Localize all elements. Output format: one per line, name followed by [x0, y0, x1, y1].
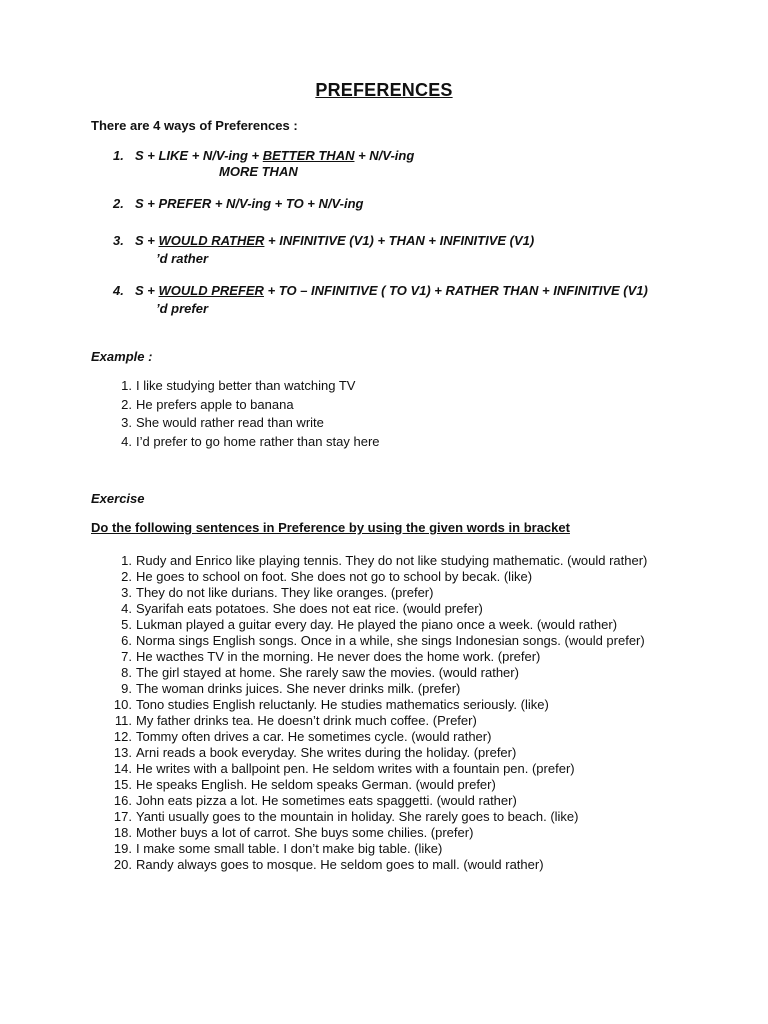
formula-number: 4. — [113, 283, 124, 298]
item-text: They do not like durians. They like oranges. (prefer) — [136, 585, 434, 600]
item-text: Arni reads a book everyday. She writes during the holiday. (prefer) — [136, 745, 517, 760]
item-text: Norma sings English songs. Once in a while, she sings Indonesian songs. (would prefer) — [136, 633, 645, 648]
item-number: 1. — [121, 378, 132, 393]
item-text: She would rather read than write — [136, 415, 324, 430]
list-item — [104, 761, 684, 777]
example-list — [104, 377, 380, 451]
item-number: 4. — [121, 601, 132, 616]
item-text: I make some small table. I don’t make big table. (like) — [136, 841, 443, 856]
list-item — [104, 585, 684, 601]
item-text: Lukman played a guitar every day. He played the piano once a week. (would rather) — [136, 617, 618, 632]
item-text: Tono studies English reluctanly. He studies mathematics seriously. (like) — [136, 697, 549, 712]
formula-text: S + LIKE + N/V-ing + — [135, 148, 263, 163]
item-number: 12. — [113, 729, 132, 744]
formula-1 — [113, 148, 414, 163]
formula-text: S + — [135, 283, 159, 298]
item-text: He wacthes TV in the morning. He never does the home work. (prefer) — [136, 649, 541, 664]
formula-text: S + — [135, 233, 159, 248]
item-text: Syarifah eats potatoes. She does not eat rice. (would prefer) — [136, 601, 483, 616]
item-text: The girl stayed at home. She rarely saw the movies. (would rather) — [136, 665, 519, 680]
list-item — [104, 841, 684, 857]
item-number: 7. — [121, 649, 132, 664]
formula-number: 2. — [113, 196, 124, 211]
list-item — [104, 697, 684, 713]
list-item — [104, 601, 684, 617]
formula-1-alternative: MORE THAN — [219, 164, 298, 179]
item-number: 19. — [113, 841, 132, 856]
item-text: John eats pizza a lot. He sometimes eats spaggetti. (would rather) — [136, 793, 517, 808]
item-number: 10. — [113, 697, 132, 712]
formula-text: + N/V-ing — [354, 148, 415, 163]
list-item — [104, 809, 684, 825]
item-number: 3. — [121, 585, 132, 600]
item-number: 4. — [121, 433, 132, 449]
list-item — [104, 857, 684, 873]
item-number: 11. — [114, 713, 132, 728]
list-item — [104, 777, 684, 793]
item-text: He goes to school on foot. She does not go to school by becak. (like) — [136, 569, 533, 584]
example-label: Example : — [91, 349, 153, 364]
item-text: Mother buys a lot of carrot. She buys some chilies. (prefer) — [136, 825, 474, 840]
item-number: 17. — [113, 809, 132, 824]
item-number: 15. — [113, 777, 132, 792]
item-number: 9. — [121, 681, 132, 696]
item-number: 20. — [113, 857, 132, 872]
formula-keyword: WOULD RATHER — [158, 233, 265, 248]
item-text: Yanti usually goes to the mountain in holiday. She rarely goes to beach. (like) — [136, 809, 579, 824]
item-text: The woman drinks juices. She never drinks milk. (prefer) — [136, 681, 461, 696]
item-number: 13. — [113, 745, 132, 760]
exercise-label: Exercise — [91, 491, 145, 506]
item-number: 2. — [121, 396, 132, 412]
formula-keyword: WOULD PREFER — [158, 283, 264, 298]
list-item — [104, 825, 684, 841]
formula-4 — [113, 283, 648, 298]
item-number: 2. — [121, 569, 132, 584]
list-item — [104, 713, 684, 729]
item-text: He speaks English. He seldom speaks German. (would prefer) — [136, 777, 496, 792]
list-item — [104, 569, 684, 585]
item-number: 16. — [113, 793, 132, 808]
formula-text: S + PREFER + N/V-ing + TO + N/V-ing — [135, 196, 364, 211]
item-number: 18. — [113, 825, 132, 840]
item-number: 14. — [113, 761, 132, 776]
list-item — [104, 633, 684, 649]
list-item — [104, 433, 380, 452]
list-item — [104, 553, 684, 569]
item-number: 1. — [121, 553, 132, 568]
item-number: 8. — [121, 665, 132, 680]
item-number: 3. — [121, 415, 132, 430]
list-item — [104, 665, 684, 681]
exercise-instruction: Do the following sentences in Preference by using the given words in bracket — [91, 520, 570, 535]
formula-4-alternative: ’d prefer — [156, 301, 209, 316]
item-text: Rudy and Enrico like playing tennis. They do not like studying mathematic. (would rather) — [136, 553, 648, 568]
item-text: He writes with a ballpoint pen. He seldom writes with a fountain pen. (prefer) — [136, 761, 575, 776]
item-text: I like studying better than watching TV — [136, 378, 356, 393]
intro-text: There are 4 ways of Preferences : — [91, 118, 298, 133]
formula-keyword: BETTER THAN — [262, 148, 355, 163]
list-item — [104, 681, 684, 697]
formula-number: 3. — [113, 233, 124, 248]
item-text: I’d prefer to go home rather than stay here — [136, 433, 380, 449]
list-item — [104, 649, 684, 665]
list-item — [104, 377, 380, 396]
list-item — [104, 729, 684, 745]
list-item — [104, 617, 684, 633]
item-text: My father drinks tea. He doesn’t drink much coffee. (Prefer) — [136, 713, 477, 728]
page-title: PREFERENCES — [315, 80, 453, 100]
list-item — [104, 414, 380, 433]
formula-3-alternative: ’d rather — [156, 251, 209, 266]
list-item — [104, 396, 380, 415]
formula-text: + INFINITIVE (V1) + THAN + INFINITIVE (V1) — [264, 233, 535, 248]
exercise-list — [104, 553, 684, 873]
item-number: 6. — [121, 633, 132, 648]
list-item — [104, 793, 684, 809]
item-text: He prefers apple to banana — [136, 396, 294, 412]
item-text: Randy always goes to mosque. He seldom goes to mall. (would rather) — [136, 857, 544, 872]
formula-2 — [113, 196, 364, 211]
formula-text: + TO – INFINITIVE ( TO V1) + RATHER THAN + INFINITIVE (V1) — [263, 283, 648, 298]
list-item — [104, 745, 684, 761]
formula-number: 1. — [113, 148, 124, 163]
item-text: Tommy often drives a car. He sometimes cycle. (would rather) — [136, 729, 492, 744]
formula-3 — [113, 233, 534, 248]
item-number: 5. — [121, 617, 132, 632]
